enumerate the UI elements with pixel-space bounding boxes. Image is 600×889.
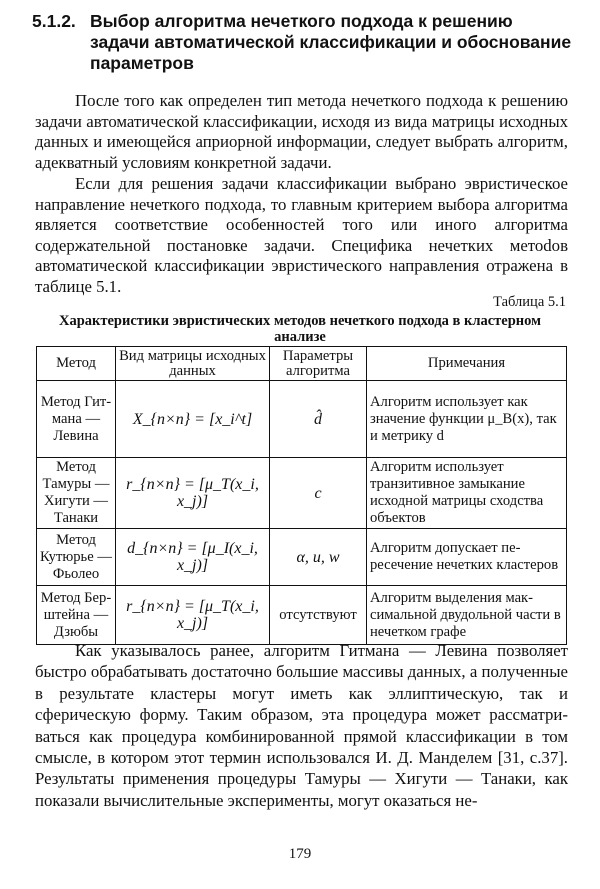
paragraph-3: Как указывалось ранее, алгоритм Гитмана — Левина позволяет быстро обрабатывать достаточно большие массивы данных, а полученные в результате кластеры могут иметь как эллиптическую, так и сферическую форму. Таким образом, эта процедура может рассматриваться как процедура комбинированной прямой классификации в том смысле, в котором этот термин использовался И. Д. Манделем [31, с.37]. Результаты применения процедуры Тамуры — Хигути — Танаки, как показали вычислительные эксперименты, могут оказаться не- [35, 641, 568, 810]
note-cell: Алгоритм использует как значение функции μ_B(x), так и метрику d [367, 381, 567, 458]
header-matrix: Вид матрицы исходных данных [116, 347, 270, 381]
note-cell: Алгоритм использует транзитивное замыкание исходной матрицы сходства объектов [367, 458, 567, 529]
params-cell: отсутствуют [270, 586, 367, 645]
paragraph-2: Если для решения задачи классификации выбрано эвристическое направление нечеткого подхода, то главным критерием выбора алгоритма является соответствие особенностей того или иного алгоритма содержательной постановке задачи. Специфика нечетких метоdов автоматической классификации эвристического направления отражена в таблице 5.1. [35, 174, 568, 296]
header-params: Параметры алгоритма [270, 347, 367, 381]
note-cell: Алгоритм допускает пересечение нечетких кластеров [367, 529, 567, 586]
table-row [37, 381, 567, 458]
paragraph-1: После того как определен тип метода нечеткого подхода к решению задачи автоматической классификации, исходя из вида матрицы исходных данных и имеющейся априорной информации, следует выбрать алгоритм, адекватный условиям конкретной задачи. [35, 91, 568, 172]
header-notes: Примечания [367, 347, 567, 381]
table-row [37, 458, 567, 529]
table-row [37, 586, 567, 645]
method-cell: Метод Кутюрье — Фьолео [37, 529, 116, 586]
method-cell: Метод Гитмана — Левина [37, 381, 116, 458]
page-number: 179 [288, 846, 312, 862]
method-cell: Метод Берштейна — Дзюбы [37, 586, 116, 645]
params-cell: c [270, 458, 367, 529]
table-label: Таблица 5.1 [493, 294, 566, 310]
params-cell: α, u, w [270, 529, 367, 586]
section-heading [32, 11, 572, 74]
method-cell: Метод Тамуры — Хигути — Танаки [37, 458, 116, 529]
table-caption: Характеристики эвристических методов нечеткого подхода в кластерном анализе [58, 313, 541, 345]
matrix-formula-cell: d_{n×n} = [μ_I(x_i, x_j)] [116, 529, 270, 586]
note-cell: Алгоритм выделения максимальной двудольной части в нечетком графе [367, 586, 567, 645]
section-number: 5.1.2. [32, 11, 76, 31]
params-cell: d̂ [270, 381, 367, 458]
matrix-formula-cell: r_{n×n} = [μ_T(x_i, x_j)] [116, 458, 270, 529]
section-title: Выбор алгоритма нечеткого подхода к решению задачи автоматической классификации и обоснование параметров [90, 11, 572, 73]
table-header-row [37, 347, 567, 381]
matrix-formula-cell: r_{n×n} = [μ_T(x_i, x_j)] [116, 586, 270, 645]
matrix-formula-cell: X_{n×n} = [x_i^t] [116, 381, 270, 458]
header-method: Метод [37, 347, 116, 381]
table-row [37, 529, 567, 586]
methods-table [36, 346, 567, 645]
